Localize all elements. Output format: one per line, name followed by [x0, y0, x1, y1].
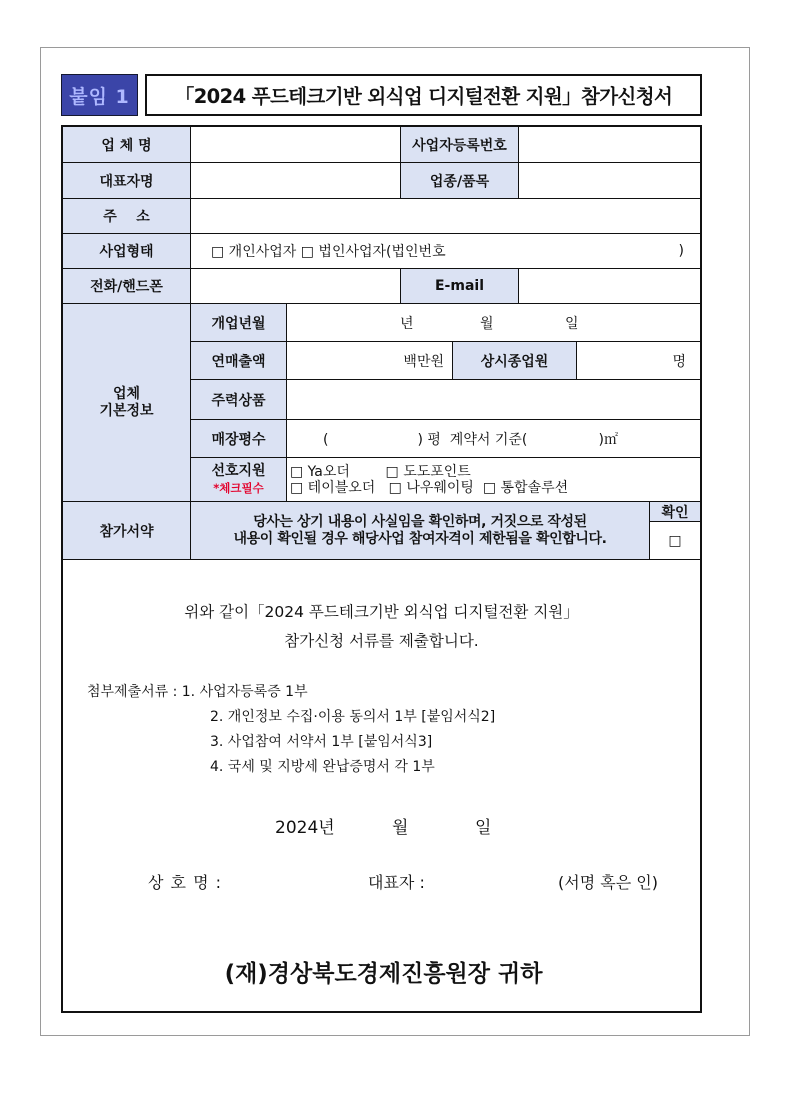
main-product-label: 주력상품	[191, 380, 287, 420]
confirm-checkbox[interactable]: □	[650, 522, 700, 560]
application-form	[61, 125, 702, 1013]
open-year-unit: 년	[400, 315, 414, 332]
company-name-label: 업 체 명	[63, 127, 191, 163]
date-year: 2024년	[275, 818, 335, 838]
phone-field[interactable]	[191, 269, 401, 304]
attachment-item-1: 첨부제출서류 : 1. 사업자등록증 1부	[87, 684, 308, 700]
pledge-line2: 내용이 확인될 경우 해당사업 참여자격이 제한됨을 확인합니다.	[233, 530, 607, 547]
basic-info-label-line2: 기본정보	[99, 402, 154, 419]
phone-label: 전화/핸드폰	[63, 269, 191, 304]
ceo-field[interactable]	[191, 163, 401, 199]
required-note: *체크필수	[213, 480, 264, 495]
date-day: 일	[475, 818, 492, 838]
attachment-badge	[61, 74, 138, 116]
preferred-options-line1[interactable]: □ Ya오더 □ 도도포인트	[290, 463, 471, 480]
recipient-line: (재)경상북도경제진흥원장 귀하	[224, 961, 543, 987]
sales-unit: 백만원	[403, 353, 444, 370]
employees-unit: 명	[672, 353, 686, 370]
attachment-item-4: 4. 국세 및 지방세 완납증명서 각 1부	[210, 759, 435, 775]
store-area-text: ( ) 평 계약서 기준( )㎡	[323, 431, 618, 448]
open-date-label: 개업년월	[191, 304, 287, 342]
attachment-item-2: 2. 개인정보 수집·이용 동의서 1부 [붙임서식2]	[210, 709, 496, 725]
date-month: 월	[392, 818, 409, 838]
company-name-field[interactable]	[191, 127, 401, 163]
address-field[interactable]	[191, 199, 700, 234]
biz-type-options[interactable]: □ 개인사업자 □ 법인사업자(법인번호	[211, 244, 446, 260]
ceo-label: 대표자명	[63, 163, 191, 199]
ceo-sign-label: 대표자 :	[368, 873, 425, 892]
employees-field[interactable]	[577, 342, 700, 380]
biz-type-label: 사업형태	[63, 234, 191, 269]
pledge-text	[191, 502, 650, 560]
email-label: E-mail	[401, 269, 519, 304]
open-day-unit: 일	[565, 315, 579, 332]
open-date-field[interactable]	[287, 304, 700, 342]
store-area-label: 매장평수	[191, 420, 287, 458]
main-product-field[interactable]	[287, 380, 700, 420]
sign-note: (서명 혹은 인)	[558, 873, 658, 892]
statement-line1: 위와 같이「2024 푸드테크기반 외식업 디지털전환 지원」	[184, 603, 579, 621]
basic-info-label-line1: 업체	[112, 385, 141, 402]
preferred-label	[191, 458, 287, 502]
industry-field[interactable]	[519, 163, 700, 199]
employees-label: 상시종업원	[453, 342, 577, 380]
form-title-box	[145, 74, 702, 116]
sales-label: 연매출액	[191, 342, 287, 380]
store-area-field[interactable]	[287, 420, 700, 458]
preferred-options-line2[interactable]: □ 테이블오더 □ 나우웨이팅 □ 통합솔루션	[290, 479, 569, 496]
email-field[interactable]	[519, 269, 700, 304]
attachment-item-3: 3. 사업참여 서약서 1부 [붙임서식3]	[210, 734, 433, 750]
preferred-options[interactable]	[287, 458, 700, 502]
pledge-line1: 당사는 상기 내용이 사실임을 확인하며, 거짓으로 작성된	[253, 513, 587, 530]
industry-label: 업종/품목	[401, 163, 519, 199]
pledge-label: 참가서약	[63, 502, 191, 560]
open-month-unit: 월	[480, 315, 494, 332]
confirm-label: 확인	[650, 502, 700, 522]
form-title: 「2024 푸드테크기반 외식업 디지털전환 지원」참가신청서	[174, 85, 673, 108]
statement-line2: 참가신청 서류를 제출합니다.	[284, 632, 479, 650]
biz-type-field[interactable]	[191, 234, 700, 269]
form-header	[61, 74, 702, 118]
company-sign-label: 상 호 명 :	[148, 873, 223, 892]
address-label: 주 소	[63, 199, 191, 234]
biz-type-close: )	[678, 243, 684, 259]
basic-info-label	[63, 304, 191, 502]
biz-reg-label: 사업자등록번호	[401, 127, 519, 163]
biz-reg-field[interactable]	[519, 127, 700, 163]
preferred-label-text: 선호지원	[211, 462, 266, 479]
sales-field[interactable]	[287, 342, 453, 380]
attachment-badge-text: 붙임 1	[69, 85, 130, 108]
